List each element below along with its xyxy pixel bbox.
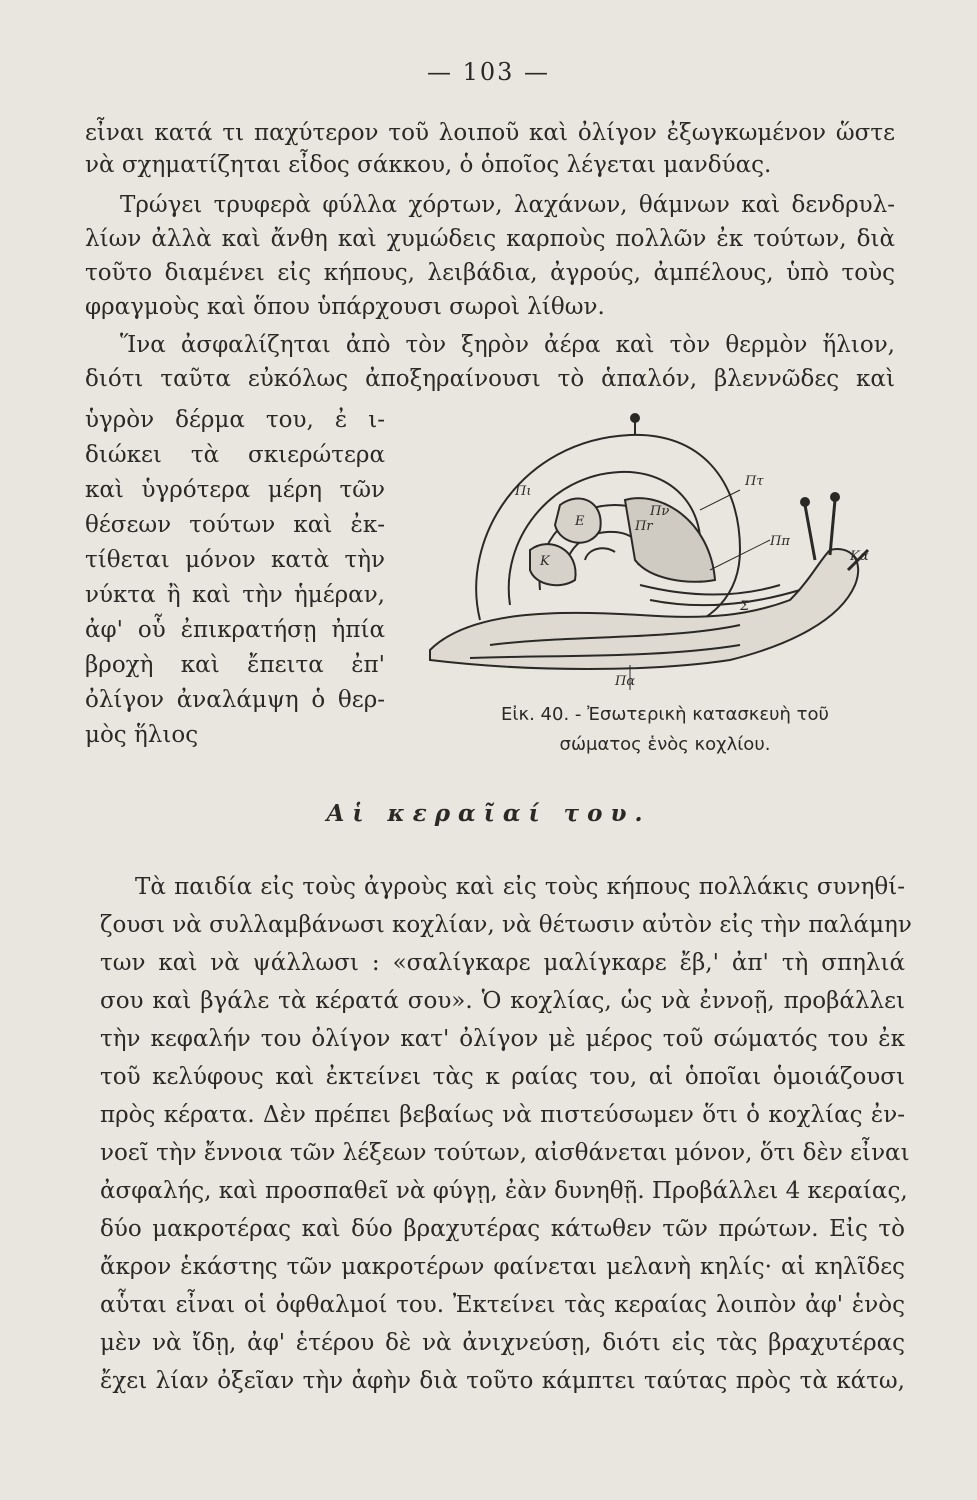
caption-line: Εἰκ. 40. - Ἐσωτερικὴ κατασκευὴ τοῦ — [501, 704, 829, 725]
text-line: καὶ ὑγρότερα μέρη τῶν — [85, 477, 385, 503]
text-line: διώκει τὰ σκιερώτερα — [85, 442, 385, 468]
text-line: τοῦ κελύφους καὶ ἐκτείνει τὰς κ ραίας του, αἱ ὁποῖαι ὁμοιάζουσι — [100, 1064, 905, 1090]
text-line: αὗται εἶναι οἱ ὀφθαλμοί του. Ἐκτείνει τὰς κεραίας λοιπὸν ἀφ' ἑνὸς — [100, 1292, 905, 1318]
text-line: θέσεων τούτων καὶ ἐκ- — [85, 512, 385, 538]
text-line: εἶναι κατά τι παχύτερον τοῦ λοιποῦ καὶ ὀλίγον ἐξωγκωμένον ὥστε — [85, 120, 895, 146]
text-line: λίων ἀλλὰ καὶ ἄνθη καὶ χυμώδεις καρποὺς πολλῶν ἐκ τούτων, διὰ — [85, 226, 895, 252]
text-line: μὸς ἥλιος — [85, 722, 199, 748]
text-line: μὲν νὰ ἴδῃ, ἀφ' ἑτέρου δὲ νὰ ἀνιχνεύσῃ, διότι εἰς τὰς βραχυτέρας — [100, 1330, 905, 1356]
figure-label: Πτ — [745, 474, 764, 489]
section-heading: Αἱ κεραῖαί του. — [326, 800, 651, 827]
text-line: νύκτα ἢ καὶ τὴν ἡμέραν, — [85, 582, 385, 608]
snail-anatomy-illustration — [410, 410, 900, 700]
caption-line: σώματος ἑνὸς κοχλίου. — [559, 734, 771, 755]
figure-label: Σ — [740, 599, 750, 614]
text-line: ἄκρον ἑκάστης τῶν μακροτέρων φαίνεται μελανὴ κηλίς· αἱ κηλῖδες — [100, 1254, 905, 1280]
text-line: ζουσι νὰ συλλαμβάνωσι κοχλίαν, νὰ θέτωσιν αὐτὸν εἰς τὴν παλάμην — [100, 912, 912, 938]
figure-label: Πν — [650, 504, 670, 519]
figure-label: Κα — [850, 549, 869, 564]
figure-label: Πι — [515, 484, 532, 499]
text-line: Τρώγει τρυφερὰ φύλλα χόρτων, λαχάνων, θάμνων καὶ δενδρυλ- — [120, 192, 895, 218]
figure-label: Πα — [615, 674, 636, 689]
text-line: βροχὴ καὶ ἔπειτα ἐπ' — [85, 652, 385, 678]
text-line: τοῦτο διαμένει εἰς κήπους, λειβάδια, ἀγρούς, ἀμπέλους, ὑπὸ τοὺς — [85, 260, 895, 286]
text-line: ὀλίγον ἀναλάμψη ὁ θερ- — [85, 687, 385, 713]
text-line: πρὸς κέρατα. Δὲν πρέπει βεβαίως νὰ πιστεύσωμεν ὅτι ὁ κοχλίας ἐν- — [100, 1102, 905, 1128]
text-line: δύο μακροτέρας καὶ δύο βραχυτέρας κάτωθεν τῶν πρώτων. Εἰς τὸ — [100, 1216, 905, 1242]
page-number: — 103 — — [426, 58, 551, 86]
text-line: ὑγρὸν δέρμα του, ἐ ι- — [85, 407, 385, 433]
figure-label: Κ — [540, 554, 550, 569]
text-line: τὴν κεφαλήν του ὀλίγον κατ' ὀλίγον μὲ μέρος τοῦ σώματός του ἐκ — [100, 1026, 905, 1052]
text-line: διότι ταῦτα εὐκόλως ἀποξηραίνουσι τὸ ἁπαλόν, βλεννῶδες καὶ — [85, 366, 895, 392]
figure-caption — [430, 700, 900, 760]
text-line: ἀφ' οὗ ἐπικρατήσῃ ἠπία — [85, 617, 385, 643]
text-line: τίθεται μόνον κατὰ τὴν — [85, 547, 385, 573]
text-line: φραγμοὺς καὶ ὅπου ὑπάρχουσι σωροὶ λίθων. — [85, 294, 605, 320]
text-line: ἔχει λίαν ὀξεῖαν τὴν ἁφὴν διὰ τοῦτο κάμπτει ταύτας πρὸς τὰ κάτω, — [100, 1368, 905, 1394]
text-line: Τὰ παιδία εἰς τοὺς ἀγροὺς καὶ εἰς τοὺς κήπους πολλάκις συνηθί- — [135, 874, 905, 900]
text-line: Ἵνα ἀσφαλίζηται ἀπὸ τὸν ξηρὸν ἀέρα καὶ τὸν θερμὸν ἥλιον, — [120, 332, 895, 358]
text-line: των καὶ νὰ ψάλλωσι : «σαλίγκαρε μαλίγκαρε ἔβ,' ἀπ' τὴ σπηλιά — [100, 950, 905, 976]
text-line: ἀσφαλής, καὶ προσπαθεῖ νὰ φύγῃ, ἐὰν δυνηθῇ. Προβάλλει 4 κεραίας, — [100, 1178, 908, 1204]
figure-label: Ππ — [770, 534, 790, 549]
figure-label: Πr — [635, 519, 653, 534]
text-line: σου καὶ βγάλε τὰ κέρατά σου». Ὁ κοχλίας, ὡς νὰ ἐννοῇ, προβάλλει — [100, 988, 905, 1014]
text-line: νοεῖ τὴν ἔννοια τῶν λέξεων τούτων, αἰσθάνεται μόνον, ὅτι δὲν εἶναι — [100, 1140, 910, 1166]
figure-label: Ε — [575, 514, 585, 529]
text-line: νὰ σχηματίζηται εἶδος σάκκου, ὁ ὁποῖος λέγεται μανδύας. — [85, 152, 772, 178]
